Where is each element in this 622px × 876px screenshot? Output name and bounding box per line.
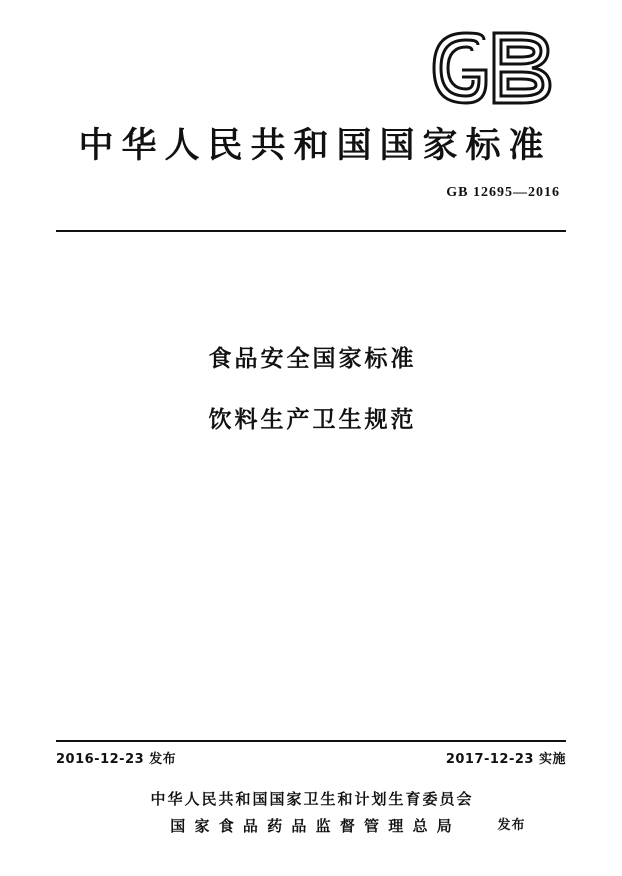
standard-number: GB 12695—2016	[446, 185, 560, 200]
publish-tag: 发布	[497, 818, 526, 833]
document-title	[56, 340, 566, 434]
document-title-line-2: 饮料生产卫生规范	[208, 407, 417, 433]
issuer-line-2: 国 家 食 品 药 品 监 督 管 理 总 局	[170, 817, 454, 835]
issuer-block	[148, 788, 526, 836]
header-divider	[56, 230, 566, 232]
issuer-line-1: 中华人民共和国国家卫生和计划生育委员会	[150, 790, 474, 808]
dates-row	[56, 748, 566, 767]
issuing-authorities	[56, 788, 566, 836]
issue-date: 2016-12-23 发布	[56, 752, 177, 767]
gb-logo	[426, 30, 556, 106]
document-title-line-1: 食品安全国家标准	[208, 346, 417, 372]
implement-date: 2017-12-23 实施	[445, 752, 566, 767]
footer-divider	[56, 740, 566, 742]
national-standard-title: 中华人民共和国国家标准	[78, 126, 552, 166]
